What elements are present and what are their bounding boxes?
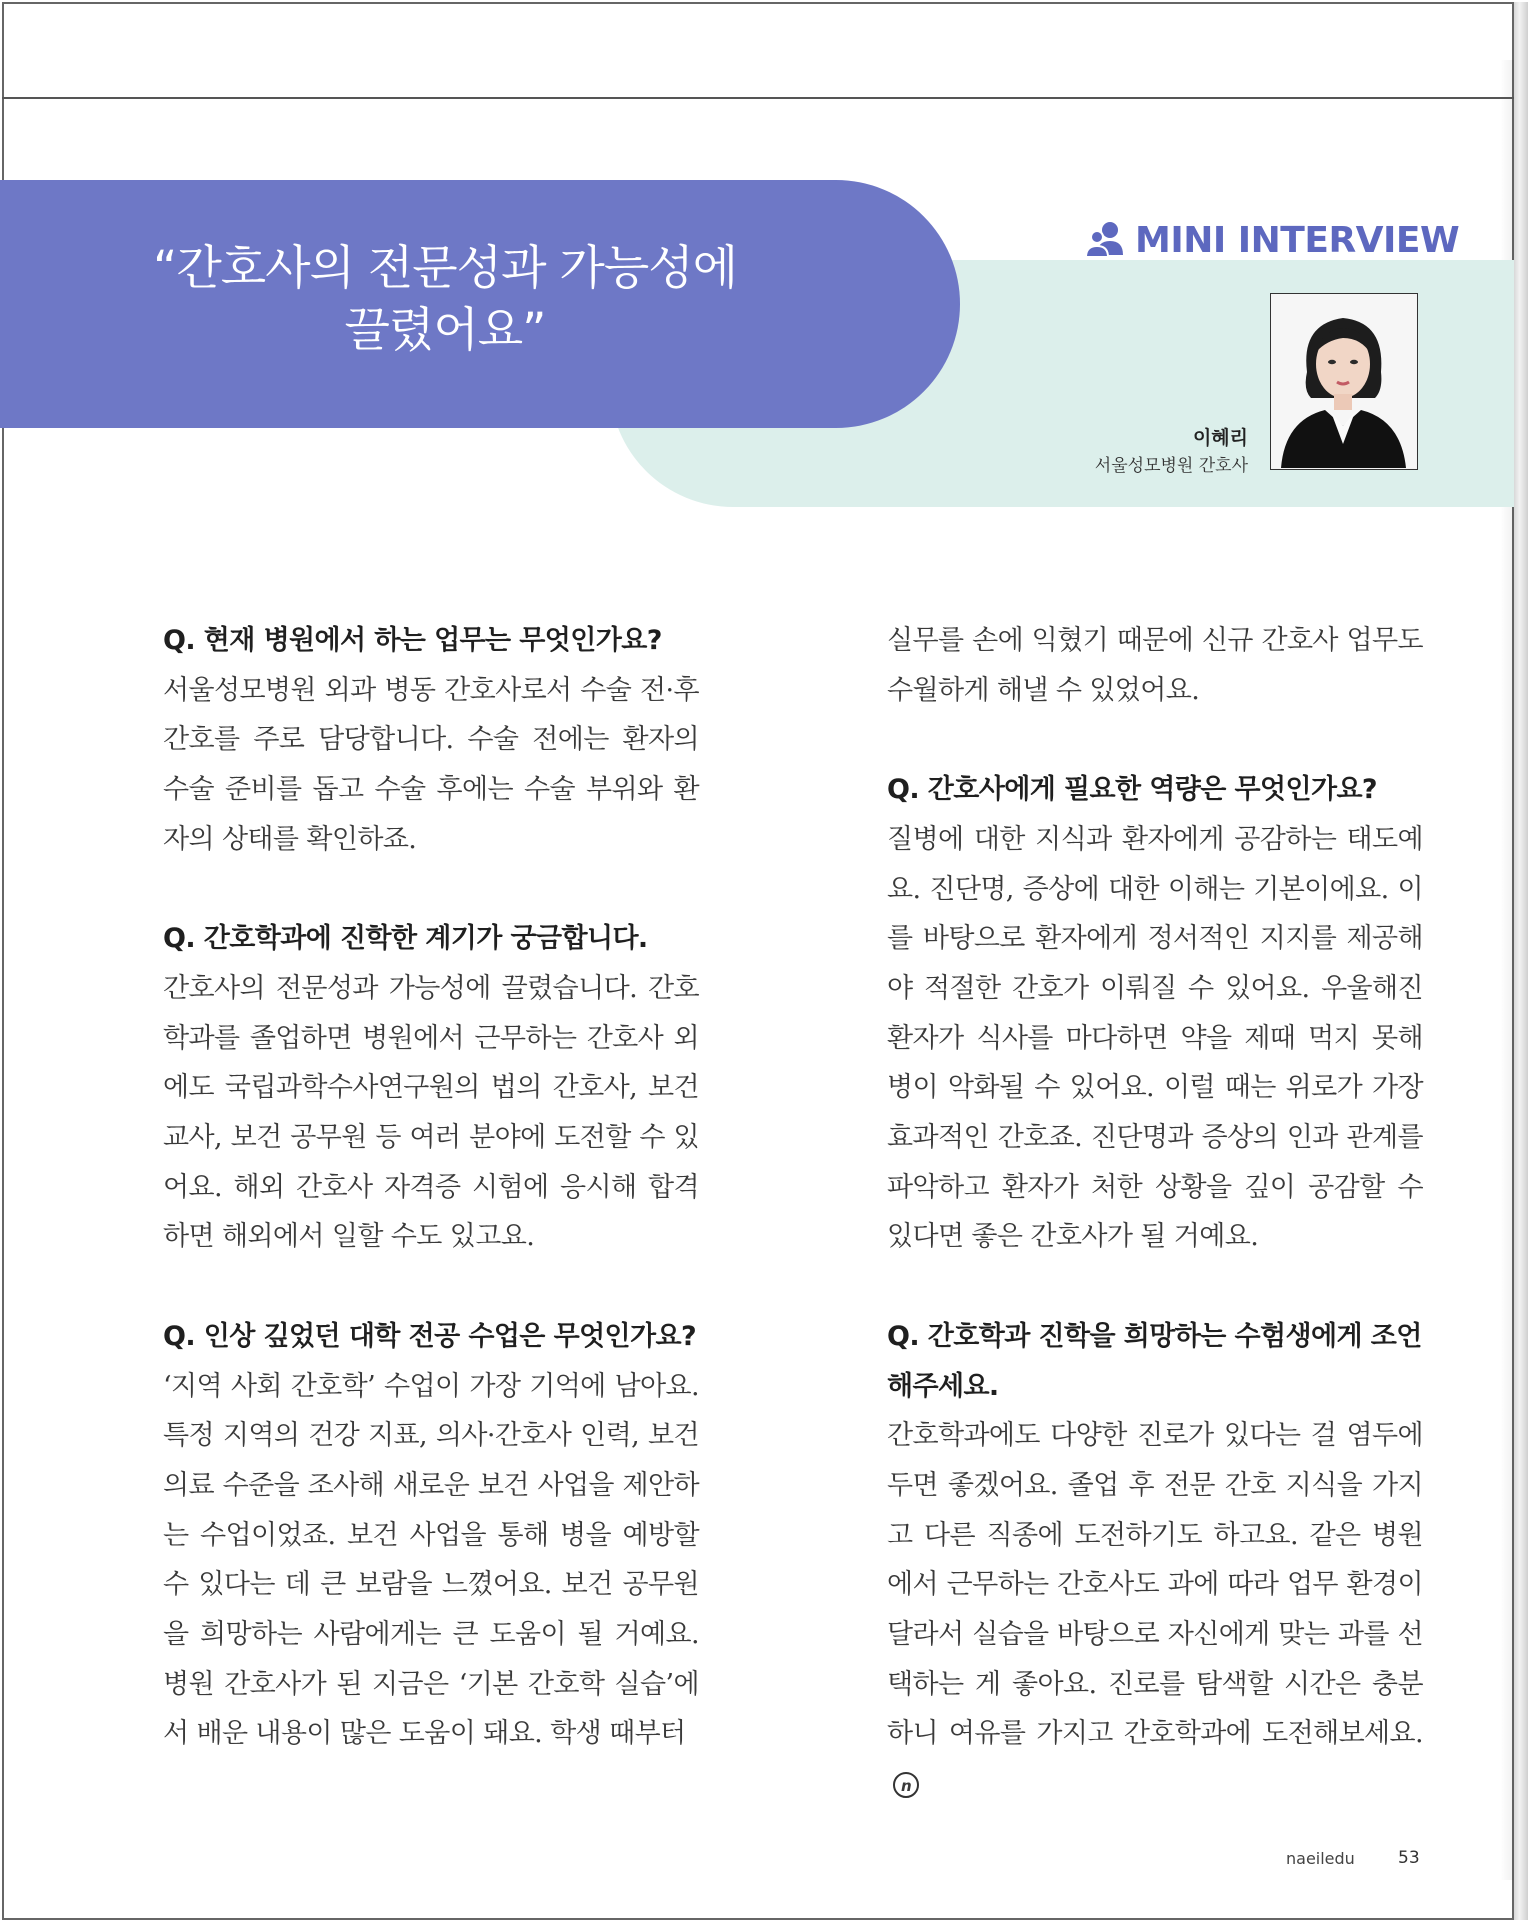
interviewee-name: 이혜리: [1192, 427, 1248, 449]
left-column: [163, 616, 699, 1759]
footer-site: naeiledu: [1286, 1849, 1355, 1868]
answer-2: 간호사의 전문성과 가능성에 끌렸습니다. 간호학과를 졸업하면 병원에서 근무하는 간호사 외에도 국립과학수사연구원의 법의 간호사, 보건교사, 보건 공무원 등 여러 분야에 도전할 수 있어요. 해외 간호사 자격증 시험에 응시해 합격하면 해외에서 일할 수도 있고요.: [163, 972, 699, 1253]
question-1: Q. 현재 병원에서 하는 업무는 무엇인가요?: [163, 625, 662, 656]
answer-3-continued: 실무를 손에 익혔기 때문에 신규 간호사 업무도 수월하게 해낼 수 있었어요.: [887, 625, 1423, 706]
headline: [120, 238, 770, 362]
page-number: 53: [1398, 1848, 1420, 1868]
section-label-text: MINI INTERVIEW: [1135, 219, 1460, 261]
people-icon: [1085, 221, 1125, 259]
question-4: Q. 간호사에게 필요한 역량은 무엇인가요?: [887, 774, 1377, 806]
interviewee-photo: [1270, 293, 1418, 470]
end-mark-icon: n: [893, 1772, 919, 1798]
answer-5: [887, 1411, 1423, 1809]
right-column: [887, 616, 1423, 1809]
headline-line-1: “간호사의 전문성과 가능성에: [152, 241, 738, 296]
section-label: [1085, 218, 1459, 262]
interviewee-affiliation: 서울성모병원 간호사: [1094, 456, 1248, 476]
top-rule: [2, 97, 1514, 99]
answer-4: 질병에 대한 지식과 환자에게 공감하는 태도예요. 진단명, 증상에 대한 이해는 기본이에요. 이를 바탕으로 환자에게 정서적인 지지를 제공해야 적절한 간호가 이뤄질 수 있어요. 우울해진 환자가 식사를 마다하면 약을 제때 먹지 못해 병이 악화될 수 있어요. 이럴 때는 위로가 가장 효과적인 간호죠. 진단명과 증상의 인과 관계를 파악하고 환자가 처한 상황을 깊이 공감할 수 있다면 좋은 간호사가 될 거예요.: [887, 823, 1423, 1253]
question-2: Q. 간호학과에 진학한 계기가 궁금합니다.: [163, 923, 648, 955]
page-edge: [1514, 2, 1528, 1920]
question-3: Q. 인상 깊었던 대학 전공 수업은 무엇인가요?: [163, 1320, 697, 1352]
answer-1: 서울성모병원 외과 병동 간호사로서 수술 전·후 간호를 주로 담당합니다. 수술 전에는 환자의 수술 준비를 돕고 수술 후에는 수술 부위와 환자의 상태를 확인하죠.: [163, 674, 699, 855]
answer-5-text: 간호학과에도 다양한 진로가 있다는 걸 염두에 두면 좋겠어요. 졸업 후 전문 간호 지식을 가지고 다른 직종에 도전하기도 하고요. 같은 병원에서 근무하는 간호사도 과에 따라 업무 환경이 달라서 실습을 바탕으로 자신에게 맞는 과를 선택하는 게 좋아요. 진로를 탐색할 시간은 충분하니 여유를 가지고 간호학과에 도전해보세요.: [887, 1420, 1423, 1750]
headline-line-2: 끌렸어요”: [344, 303, 546, 358]
answer-3: ‘지역 사회 간호학’ 수업이 가장 기억에 남아요. 특정 지역의 건강 지표, 의사·간호사 인력, 보건 의료 수준을 조사해 새로운 보건 사업을 제안하는 수업이었죠. 보건 사업을 통해 병을 예방할 수 있다는 데 큰 보람을 느꼈어요. 보건 공무원을 희망하는 사람에게는 큰 도움이 될 거예요. 병원 간호사가 된 지금은 ‘기본 간호학 실습’에서 배운 내용이 많은 도움이 돼요. 학생 때부터: [163, 1370, 699, 1750]
question-5: Q. 간호학과 진학을 희망하는 수험생에게 조언해주세요.: [887, 1320, 1422, 1402]
